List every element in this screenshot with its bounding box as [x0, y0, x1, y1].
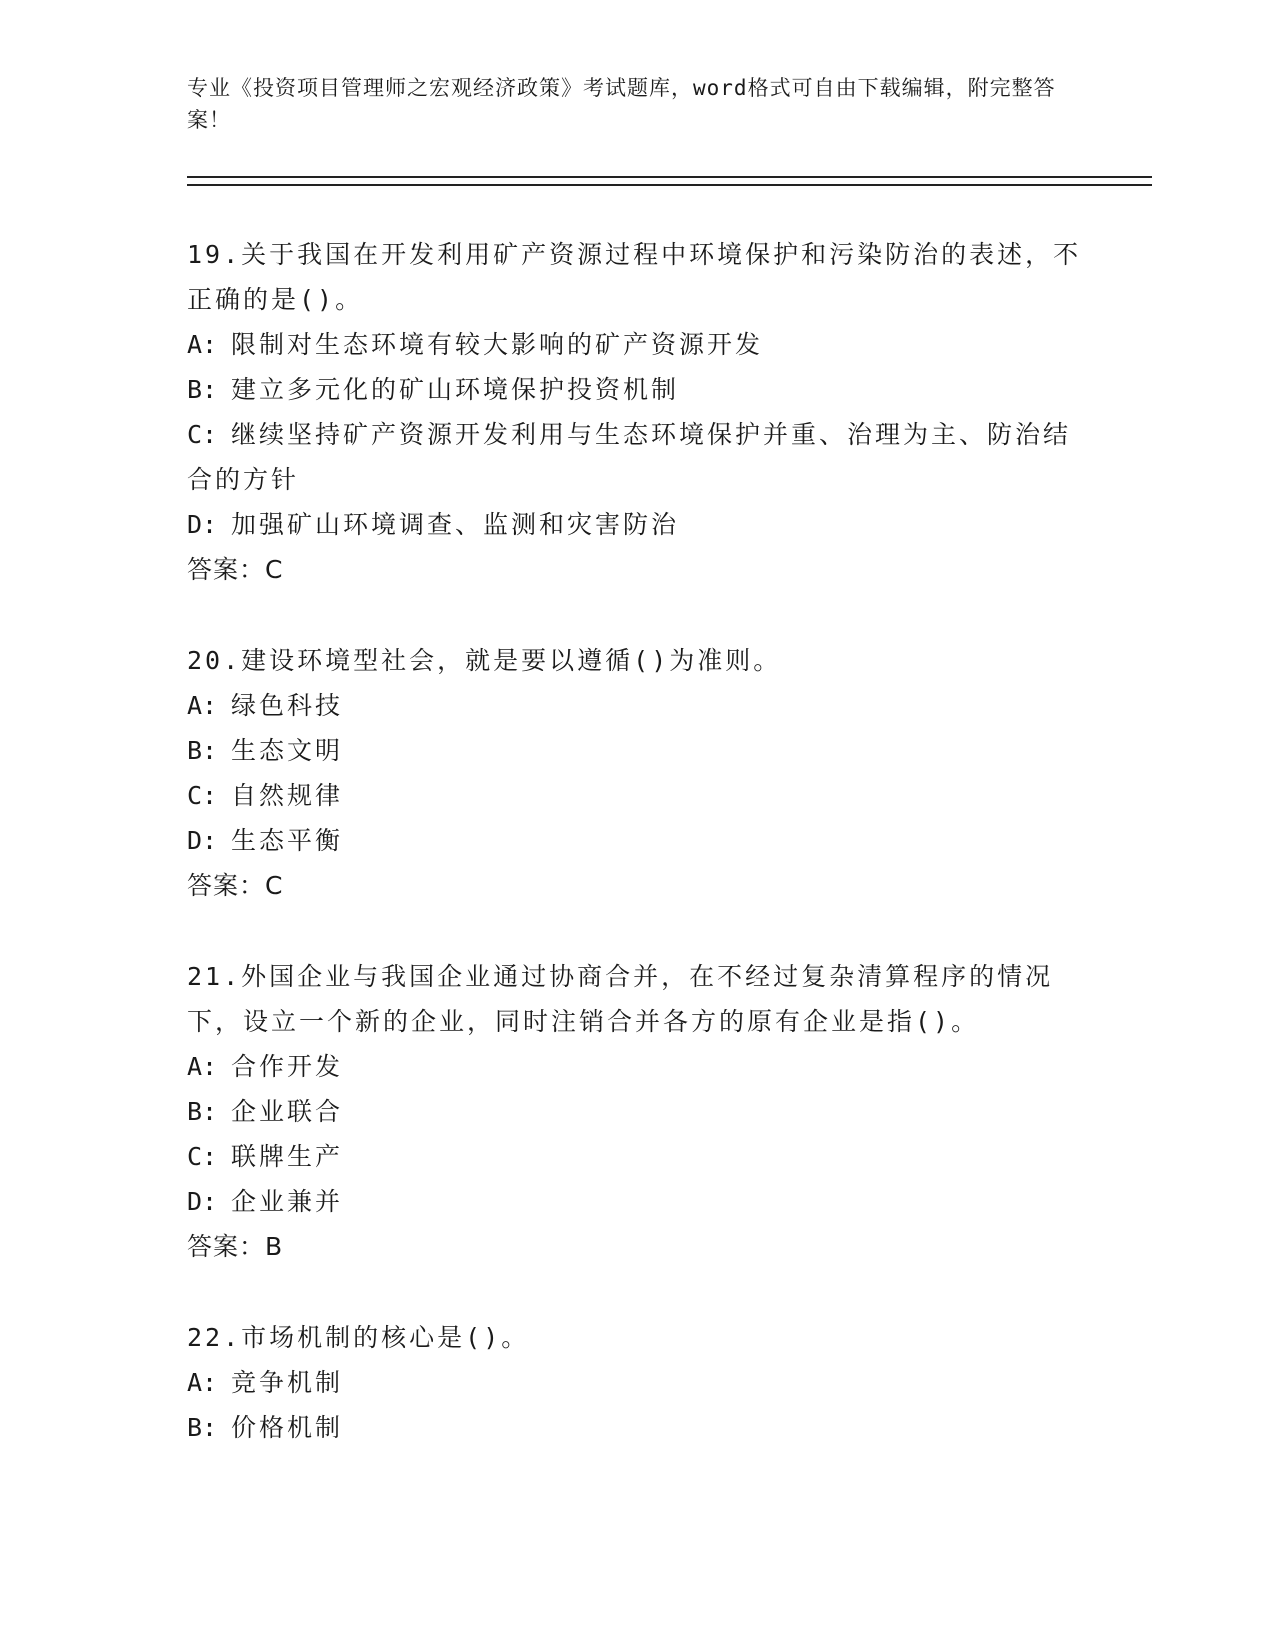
answer: 答案：B	[187, 1232, 284, 1261]
option-text: 联牌生产	[231, 1142, 344, 1171]
option-letter: C:	[187, 1142, 218, 1171]
option-letter: D:	[187, 1187, 218, 1216]
option-text: 自然规律	[231, 781, 344, 810]
option-letter: B:	[187, 1097, 218, 1126]
option-text: 加强矿山环境调查、监测和灾害防治	[231, 510, 680, 539]
option-d	[187, 1179, 1087, 1224]
option-text: 建立多元化的矿山环境保护投资机制	[231, 375, 680, 404]
question-stem: 19.关于我国在开发利用矿产资源过程中环境保护和污染防治的表述，不正确的是()。	[187, 240, 1082, 314]
option-letter: D:	[187, 510, 218, 539]
answer: 答案：C	[187, 871, 284, 900]
option-c	[187, 1134, 1087, 1179]
option-a	[187, 1044, 1087, 1089]
question-stem: 21.外国企业与我国企业通过协商合并，在不经过复杂清算程序的情况下，设立一个新的企业，同时注销合并各方的原有企业是指()。	[187, 962, 1054, 1036]
option-text: 生态平衡	[231, 826, 344, 855]
question-22	[187, 1315, 1087, 1450]
option-letter: B:	[187, 736, 218, 765]
option-text: 竞争机制	[231, 1368, 344, 1397]
option-text: 生态文明	[231, 736, 344, 765]
option-a	[187, 683, 1087, 728]
option-d	[187, 502, 1087, 547]
question-21	[187, 954, 1087, 1269]
option-text: 企业联合	[231, 1097, 344, 1126]
document-header: 专业《投资项目管理师之宏观经济政策》考试题库，word格式可自由下载编辑，附完整答案！	[187, 76, 1056, 132]
option-letter: C:	[187, 420, 218, 449]
option-text: 继续坚持矿产资源开发利用与生态环境保护并重、治理为主、防治结合的方针	[187, 420, 1072, 494]
option-letter: D:	[187, 826, 218, 855]
option-text: 限制对生态环境有较大影响的矿产资源开发	[231, 330, 764, 359]
option-letter: B:	[187, 375, 218, 404]
option-b	[187, 1405, 1087, 1450]
option-b	[187, 1089, 1087, 1134]
option-d	[187, 818, 1087, 863]
option-text: 合作开发	[231, 1052, 344, 1081]
answer: 答案：C	[187, 555, 284, 584]
option-letter: A:	[187, 1368, 218, 1397]
option-a	[187, 1360, 1087, 1405]
option-letter: A:	[187, 1052, 218, 1081]
option-letter: B:	[187, 1413, 218, 1442]
option-b	[187, 367, 1087, 412]
option-text: 价格机制	[231, 1413, 344, 1442]
option-letter: A:	[187, 691, 218, 720]
question-stem: 22.市场机制的核心是()。	[187, 1323, 530, 1352]
header-divider	[187, 176, 1152, 186]
option-letter: A:	[187, 330, 218, 359]
question-20	[187, 638, 1087, 908]
option-c	[187, 412, 1087, 502]
option-text: 企业兼并	[231, 1187, 344, 1216]
option-text: 绿色科技	[231, 691, 344, 720]
question-stem: 20.建设环境型社会，就是要以遵循()为准则。	[187, 646, 782, 675]
option-c	[187, 773, 1087, 818]
question-list	[187, 232, 1087, 1496]
option-letter: C:	[187, 781, 218, 810]
option-a	[187, 322, 1087, 367]
question-19	[187, 232, 1087, 592]
option-b	[187, 728, 1087, 773]
